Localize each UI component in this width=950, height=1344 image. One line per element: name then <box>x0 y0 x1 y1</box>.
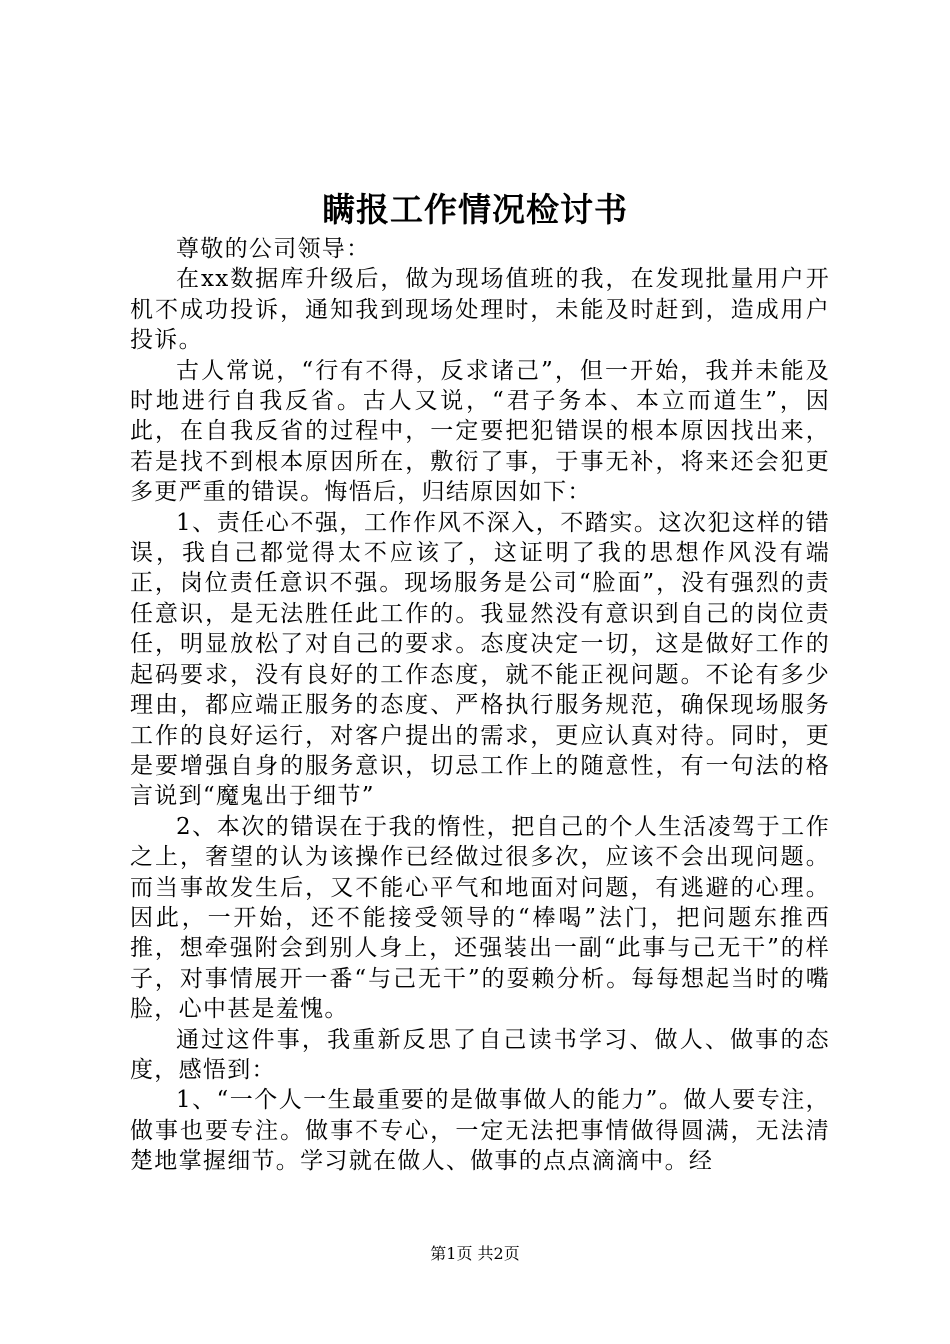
paragraph: 通过这件事，我重新反思了自己读书学习、做人、做事的态度，感悟到： <box>130 1026 830 1083</box>
paragraph: 在xx数据库升级后，做为现场值班的我，在发现批量用户开机不成功投诉，通知我到现场处理时，未能及时赶到，造成用户投诉。 <box>130 266 830 354</box>
document-title: 瞒报工作情况检讨书 <box>322 190 628 229</box>
paragraph-salutation: 尊敬的公司领导： <box>176 236 371 262</box>
paragraph: 古人常说，“行有不得，反求诸己”，但一开始，我并未能及时地进行自我反省。古人又说，“君子务本、本立而道生”，因此，在自我反省的过程中，一定要把犯错误的根本原因找出来，若是找不到根本原因所在，敷衍了事，于事无补，将来还会犯更多更严重的错误。悔悟后，归结原因如下： <box>130 357 830 506</box>
document-body <box>130 234 830 1177</box>
page-number-footer: 第1页 共2页 <box>430 1244 520 1263</box>
paragraph: 1、责任心不强，工作作风不深入，不踏实。这次犯这样的错误，我自己都觉得太不应该了，这证明了我的思想作风没有端正，岗位责任意识不强。现场服务是公司“脸面”，没有强烈的责任意识，是无法胜任此工作的。我显然没有意识到自己的岗位责任，明显放松了对自己的要求。态度决定一切，这是做好工作的起码要求，没有良好的工作态度，就不能正视问题。不论有多少理由，都应端正服务的态度、严格执行服务规范，确保现场服务工作的良好运行，对客户提出的需求，更应认真对待。同时，更是要增强自身的服务意识，切忌工作上的随意性，有一句法的格言说到“魔鬼出于细节” <box>130 509 830 810</box>
paragraph: 1、“一个人一生最重要的是做事做人的能力”。做人要专注，做事也要专注。做事不专心，一定无法把事情做得圆满，无法清楚地掌握细节。学习就在做人、做事的点点滴滴中。经 <box>130 1087 830 1175</box>
paragraph: 2、本次的错误在于我的惰性，把自己的个人生活凌驾于工作之上，奢望的认为该操作已经做过很多次，应该不会出现问题。而当事故发生后，又不能心平气和地面对问题，有逃避的心理。因此，一开始，还不能接受领导的“棒喝”法门，把问题东推西推，想牵强附会到别人身上，还强装出一副“此事与己无干”的样子，对事情展开一番“与己无干”的耍赖分析。每每想起当时的嘴脸，心中甚是羞愧。 <box>130 813 830 1023</box>
